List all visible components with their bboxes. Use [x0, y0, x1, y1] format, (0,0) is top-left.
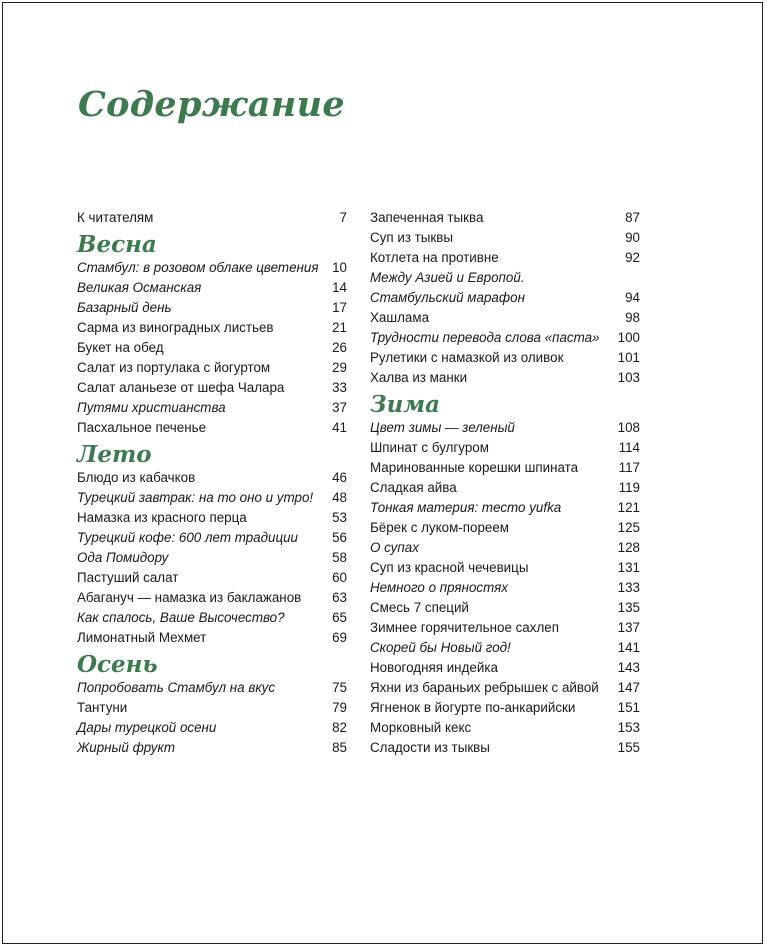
- toc-entry[interactable]: [370, 228, 640, 248]
- toc-entry-page: 60: [332, 570, 347, 585]
- toc-entry[interactable]: [77, 528, 347, 548]
- toc-entry-page: 135: [617, 600, 640, 615]
- toc-entry-page: 63: [332, 590, 347, 605]
- toc-entry-page: 92: [625, 250, 640, 265]
- toc-entry-page: 133: [617, 580, 640, 595]
- toc-entry-page: 69: [332, 630, 347, 645]
- toc-entry-title: Ягненок в йогурте по-анкарийски: [370, 700, 576, 715]
- toc-entry-page: 90: [625, 230, 640, 245]
- toc-section-heading: Весна: [77, 231, 157, 258]
- toc-entry-title: Базарный день: [77, 300, 172, 315]
- toc-entry-title: Турецкий завтрак: на то оно и утро!: [77, 490, 314, 505]
- toc-entry-page: 56: [332, 530, 347, 545]
- toc-entry-title: Попробовать Стамбул на вкус: [77, 680, 276, 695]
- toc-entry-page: 119: [618, 480, 640, 495]
- toc-entry-title: Как спалось, Ваше Высочество?: [77, 610, 285, 625]
- toc-entry[interactable]: [370, 248, 640, 268]
- toc-entry-page: 100: [617, 330, 640, 345]
- toc-entry-page: 75: [332, 680, 347, 695]
- toc-entry[interactable]: [77, 378, 347, 398]
- toc-entry-page: 7: [339, 210, 347, 225]
- toc-entry-title: Пасхальное печенье: [77, 420, 207, 435]
- toc-entry[interactable]: [77, 678, 347, 698]
- toc-entry-title: Яхни из бараньих ребрышек с айвой: [370, 680, 599, 695]
- toc-entry-title: Тонкая материя: тесто yufka: [370, 500, 562, 515]
- toc-entry[interactable]: [77, 718, 347, 738]
- toc-entry-title: Немного о пряностях: [370, 580, 508, 595]
- toc-entry-title: Стамбульский марафон: [370, 290, 525, 305]
- toc-entry[interactable]: [370, 598, 640, 618]
- toc-entry-title: Маринованные корешки шпината: [370, 460, 579, 475]
- toc-entry-title: Путями христианства: [77, 400, 226, 415]
- toc-entry-title: Новогодняя индейка: [370, 660, 498, 675]
- toc-entry[interactable]: [370, 458, 640, 478]
- toc-entry-page: 153: [617, 720, 640, 735]
- toc-entry-title: Между Азией и Европой.: [370, 270, 525, 285]
- toc-entry-title: Халва из манки: [370, 370, 468, 385]
- toc-entry[interactable]: [77, 548, 347, 568]
- toc-entry-title: Суп из красной чечевицы: [370, 560, 529, 575]
- toc-entry[interactable]: [77, 738, 347, 758]
- toc-entry-page: 141: [617, 640, 640, 655]
- toc-entry[interactable]: [77, 398, 347, 418]
- toc-entry-title: Трудности перевода слова «паста»: [370, 330, 600, 345]
- toc-entry-page: 26: [332, 340, 347, 355]
- toc-entry-page: 85: [332, 740, 347, 755]
- toc-entry-title: Хашлама: [370, 310, 430, 325]
- toc-entry-title: Жирный фрукт: [77, 740, 176, 755]
- toc-entry-page: 33: [332, 380, 347, 395]
- toc-entry[interactable]: [77, 698, 347, 718]
- toc-entry-page: 121: [617, 500, 640, 515]
- toc-entry-title: Лимонатный Мехмет: [77, 630, 207, 645]
- toc-entry[interactable]: [77, 468, 347, 488]
- toc-entry[interactable]: [370, 678, 640, 698]
- toc-entry-title: Блюдо из кабачков: [77, 470, 196, 485]
- toc-entry-title: Запеченная тыква: [370, 210, 484, 225]
- toc-entry-page: 79: [332, 700, 347, 715]
- toc-entry-page: 46: [332, 470, 347, 485]
- toc-entry-page: 125: [617, 520, 640, 535]
- toc-entry[interactable]: [77, 418, 347, 438]
- toc-section-heading: Лето: [77, 441, 152, 468]
- toc-entry-page: 101: [617, 350, 640, 365]
- toc-entry-page: 117: [618, 460, 640, 475]
- toc-entry[interactable]: [77, 298, 347, 318]
- toc-entry-page: 87: [625, 210, 640, 225]
- toc-column-right: [370, 208, 640, 758]
- toc-entry-page: 98: [625, 310, 640, 325]
- toc-entry-page: 17: [332, 300, 347, 315]
- toc-entry-page: 21: [332, 320, 347, 335]
- toc-entry-page: 58: [332, 550, 347, 565]
- toc-entry-page: 128: [617, 540, 640, 555]
- toc-entry[interactable]: [370, 368, 640, 388]
- toc-entry-title: Котлета на противне: [370, 250, 499, 265]
- toc-entry-page: 114: [618, 440, 640, 455]
- toc-entry-title: Морковный кекс: [370, 720, 472, 735]
- toc-entry-title: Салат из портулака с йогуртом: [77, 360, 271, 375]
- toc-entry-page: 10: [332, 260, 347, 275]
- toc-column-left: [77, 208, 347, 758]
- toc-entry-title: Сладости из тыквы: [370, 740, 490, 755]
- toc-entry-title: Дары турецкой осени: [77, 720, 217, 735]
- toc-entry[interactable]: [77, 358, 347, 378]
- toc-entry[interactable]: [370, 638, 640, 658]
- toc-entry-title: Салат аланьезе от шефа Чалара: [77, 380, 285, 395]
- toc-entry[interactable]: [77, 208, 347, 228]
- toc-entry-page: 155: [617, 740, 640, 755]
- toc-entry-title: К читателям: [77, 210, 154, 225]
- toc-entry[interactable]: [77, 278, 347, 298]
- toc-entry-page: 65: [332, 610, 347, 625]
- toc-entry[interactable]: [370, 208, 640, 228]
- toc-entry-title: Стамбул: в розовом облаке цветения: [77, 260, 319, 275]
- toc-entry-title: О супах: [370, 540, 419, 555]
- toc-entry[interactable]: [370, 558, 640, 578]
- toc-section-heading: Зима: [370, 391, 441, 418]
- toc-entry-title: Сладкая айва: [370, 480, 457, 495]
- toc-entry[interactable]: [77, 338, 347, 358]
- toc-entry[interactable]: [370, 438, 640, 458]
- toc-entry-title: Тантуни: [77, 700, 128, 715]
- toc-entry[interactable]: [370, 498, 640, 518]
- toc-entry-title: Скорей бы Новый год!: [370, 640, 511, 655]
- toc-entry-page: 143: [617, 660, 640, 675]
- toc-entry[interactable]: [370, 478, 640, 498]
- toc-entry-title: Великая Османская: [77, 280, 202, 295]
- toc-entry-page: 37: [332, 400, 347, 415]
- toc-entry-page: 131: [617, 560, 640, 575]
- toc-entry[interactable]: [77, 588, 347, 608]
- toc-entry[interactable]: [370, 578, 640, 598]
- toc-entry-title: Суп из тыквы: [370, 230, 454, 245]
- toc-entry-page: 94: [625, 290, 640, 305]
- toc-entry-page: 14: [332, 280, 347, 295]
- toc-entry-title: Цвет зимы — зеленый: [370, 420, 515, 435]
- toc-entry[interactable]: [370, 288, 640, 308]
- toc-entry-title: Букет на обед: [77, 340, 164, 355]
- toc-entry-page: 103: [617, 370, 640, 385]
- toc-entry-title: Зимнее горячительное сахлеп: [370, 620, 559, 635]
- toc-section-heading: Осень: [77, 651, 158, 678]
- toc-entry-title: Смесь 7 специй: [370, 600, 469, 615]
- toc-entry-title: Ода Помидору: [77, 550, 169, 565]
- toc-entry[interactable]: [370, 538, 640, 558]
- toc-entry-title: Шпинат с булгуром: [370, 440, 489, 455]
- toc-entry[interactable]: [370, 618, 640, 638]
- toc-entry-page: 53: [332, 510, 347, 525]
- toc-entry[interactable]: [77, 568, 347, 588]
- toc-entry-title: Намазка из красного перца: [77, 510, 247, 525]
- toc-entry-title: Бёрек с луком-пореем: [370, 520, 509, 535]
- toc-entry-page: 137: [617, 620, 640, 635]
- toc-entry[interactable]: [77, 488, 347, 508]
- toc-entry[interactable]: [370, 698, 640, 718]
- toc-entry[interactable]: [370, 348, 640, 368]
- toc-entry-page: 48: [332, 490, 347, 505]
- toc-entry-page: 151: [617, 700, 640, 715]
- toc-entry-page: 147: [617, 680, 640, 695]
- toc-entry-title: Абагануч — намазка из баклажанов: [77, 590, 302, 605]
- toc-entry-page: 29: [332, 360, 347, 375]
- toc-entry[interactable]: [370, 738, 640, 758]
- toc-entry[interactable]: [370, 718, 640, 738]
- toc-entry-title: Рулетики с намазкой из оливок: [370, 350, 564, 365]
- toc-entry[interactable]: [370, 518, 640, 538]
- toc-entry[interactable]: [77, 628, 347, 648]
- toc-entry-page: 108: [617, 420, 640, 435]
- toc-entry-title: Сарма из виноградных листьев: [77, 320, 274, 335]
- toc-entry[interactable]: [370, 268, 640, 288]
- toc-entry-page: 41: [332, 420, 347, 435]
- toc-entry[interactable]: [77, 608, 347, 628]
- toc-entry[interactable]: [370, 308, 640, 328]
- toc-entry[interactable]: [370, 658, 640, 678]
- toc-entry-title: Пастуший салат: [77, 570, 179, 585]
- toc-entry[interactable]: [77, 508, 347, 528]
- toc-entry-page: 82: [332, 720, 347, 735]
- toc-entry[interactable]: [370, 418, 640, 438]
- toc-entry[interactable]: [77, 258, 347, 278]
- toc-entry-title: Турецкий кофе: 600 лет традиции: [77, 530, 298, 545]
- toc-entry[interactable]: [77, 318, 347, 338]
- page-title: Содержание: [78, 84, 345, 125]
- toc-entry[interactable]: [370, 328, 640, 348]
